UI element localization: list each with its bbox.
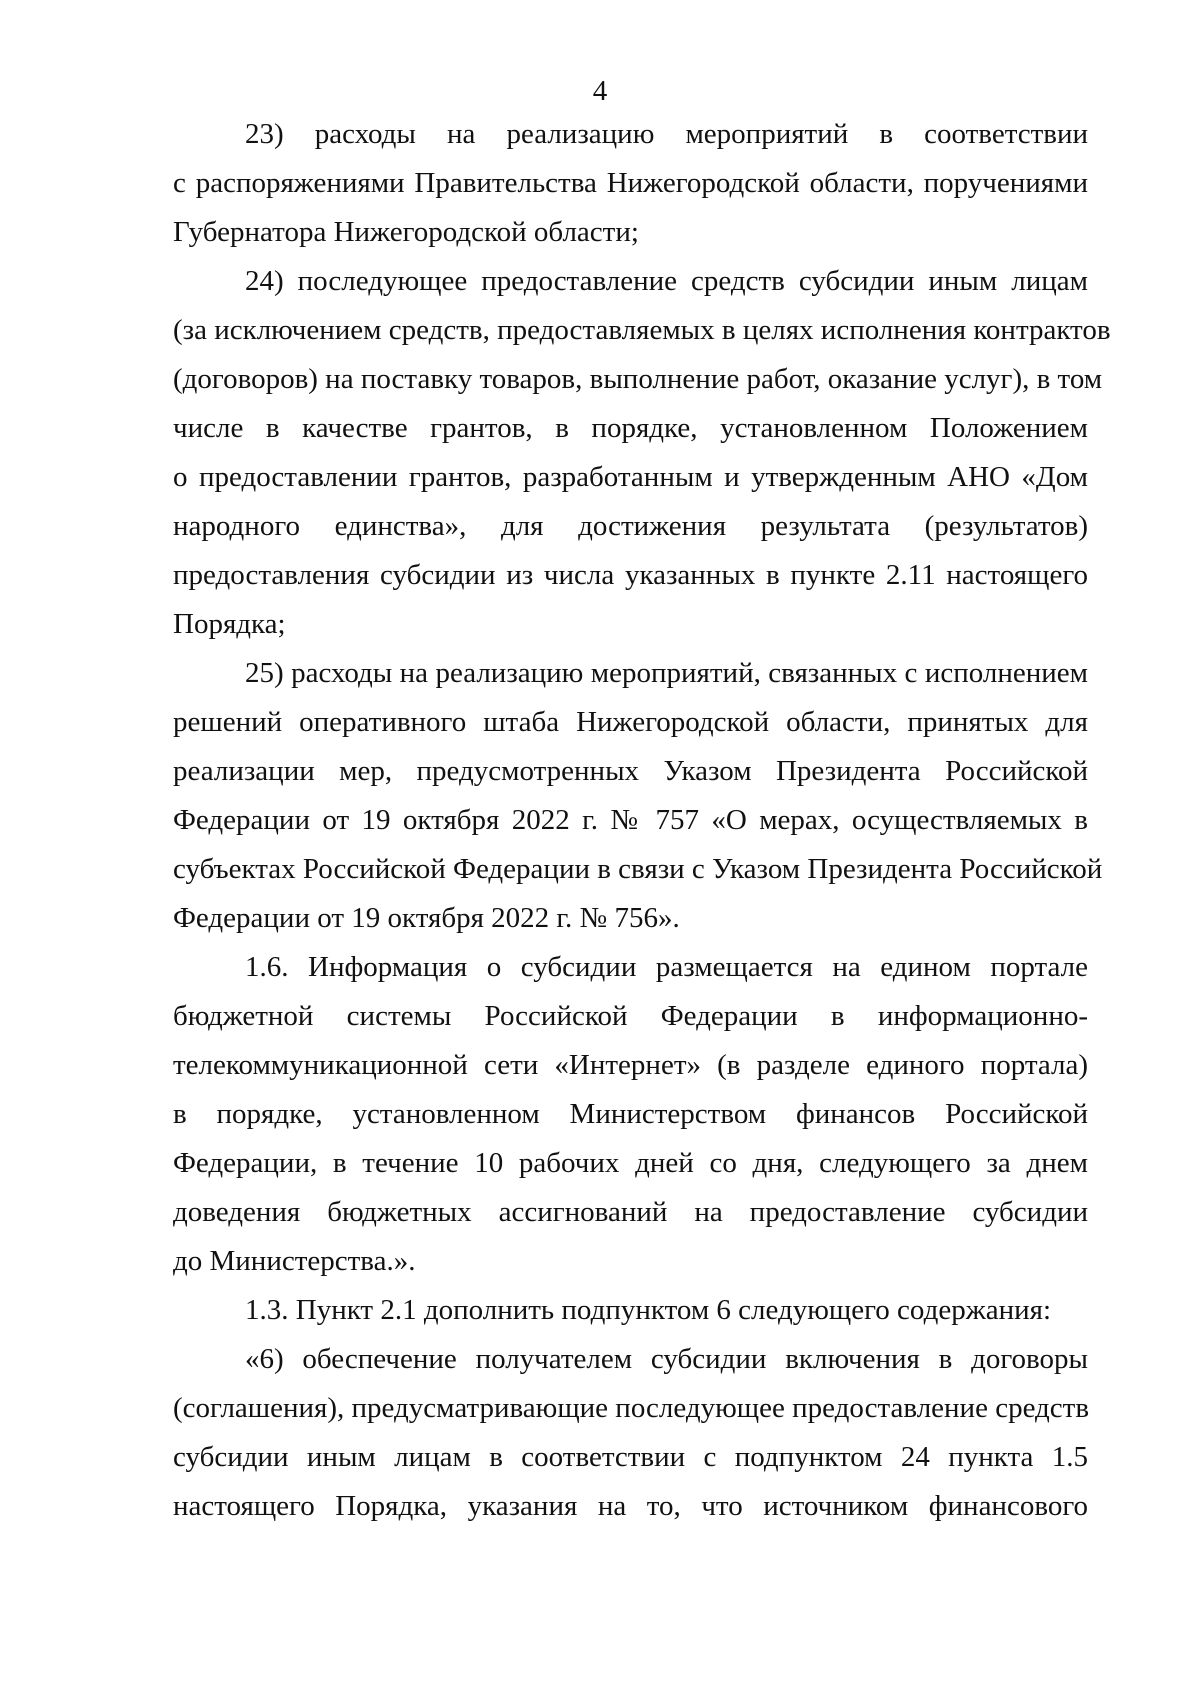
text-line: телекоммуникационной сети «Интернет» (в разделе единого портала) <box>173 1049 1088 1081</box>
text-line: субсидии иным лицам в соответствии с подпунктом 24 пункта 1.5 <box>173 1441 1088 1473</box>
paragraph-item-23 <box>173 110 1088 257</box>
paragraph-item-24 <box>173 257 1111 649</box>
text-line: 1.6. Информация о субсидии размещается на едином портале <box>245 951 1088 983</box>
text-line: числе в качестве грантов, в порядке, установленном Положением <box>173 412 1088 444</box>
text-line: 25) расходы на реализацию мероприятий, связанных с исполнением <box>245 657 1088 689</box>
document-body <box>173 110 1111 1531</box>
text-line: доведения бюджетных ассигнований на предоставление субсидии <box>173 1196 1088 1228</box>
text-line: решений оперативного штаба Нижегородской области, принятых для <box>173 706 1088 738</box>
paragraph-clause-1-6 <box>173 943 1088 1286</box>
text-line: «6) обеспечение получателем субсидии включения в договоры <box>245 1343 1088 1375</box>
text-line: до Министерства.». <box>173 1245 416 1277</box>
text-line: субъектах Российской Федерации в связи с Указом Президента Российской <box>173 853 1103 885</box>
page-number: 4 <box>592 75 608 107</box>
text-line: настоящего Порядка, указания на то, что источником финансового <box>173 1490 1088 1522</box>
text-line: о предоставлении грантов, разработанным и утвержденным АНО «Дом <box>173 461 1088 493</box>
text-line: народного единства», для достижения результата (результатов) <box>173 510 1088 542</box>
paragraph-clause-1-3 <box>173 1286 1088 1335</box>
text-line: 23) расходы на реализацию мероприятий в соответствии <box>245 118 1088 150</box>
text-line: Федерации от 19 октября 2022 г. № 756». <box>173 902 680 934</box>
text-line: (соглашения), предусматривающие последующее предоставление средств <box>173 1392 1090 1424</box>
text-line: с распоряжениями Правительства Нижегородской области, поручениями <box>173 167 1088 199</box>
text-line: бюджетной системы Российской Федерации в информационно- <box>173 1000 1088 1032</box>
text-line: Федерации от 19 октября 2022 г. № 757 «О мерах, осуществляемых в <box>173 804 1088 836</box>
text-line: Губернатора Нижегородской области; <box>173 216 639 248</box>
text-line: в порядке, установленном Министерством финансов Российской <box>173 1098 1088 1130</box>
text-line: 1.3. Пункт 2.1 дополнить подпунктом 6 следующего содержания: <box>245 1294 1052 1326</box>
text-line: Федерации, в течение 10 рабочих дней со дня, следующего за днем <box>173 1147 1088 1179</box>
text-line: 24) последующее предоставление средств субсидии иным лицам <box>245 265 1088 297</box>
text-line: Порядка; <box>173 608 286 640</box>
text-line: (за исключением средств, предоставляемых в целях исполнения контрактов <box>173 314 1111 346</box>
paragraph-item-6 <box>173 1335 1088 1531</box>
text-line: реализации мер, предусмотренных Указом Президента Российской <box>173 755 1088 787</box>
text-line: предоставления субсидии из числа указанных в пункте 2.11 настоящего <box>173 559 1088 591</box>
paragraph-item-25 <box>173 649 1103 943</box>
text-line: (договоров) на поставку товаров, выполнение работ, оказание услуг), в том <box>173 363 1103 395</box>
